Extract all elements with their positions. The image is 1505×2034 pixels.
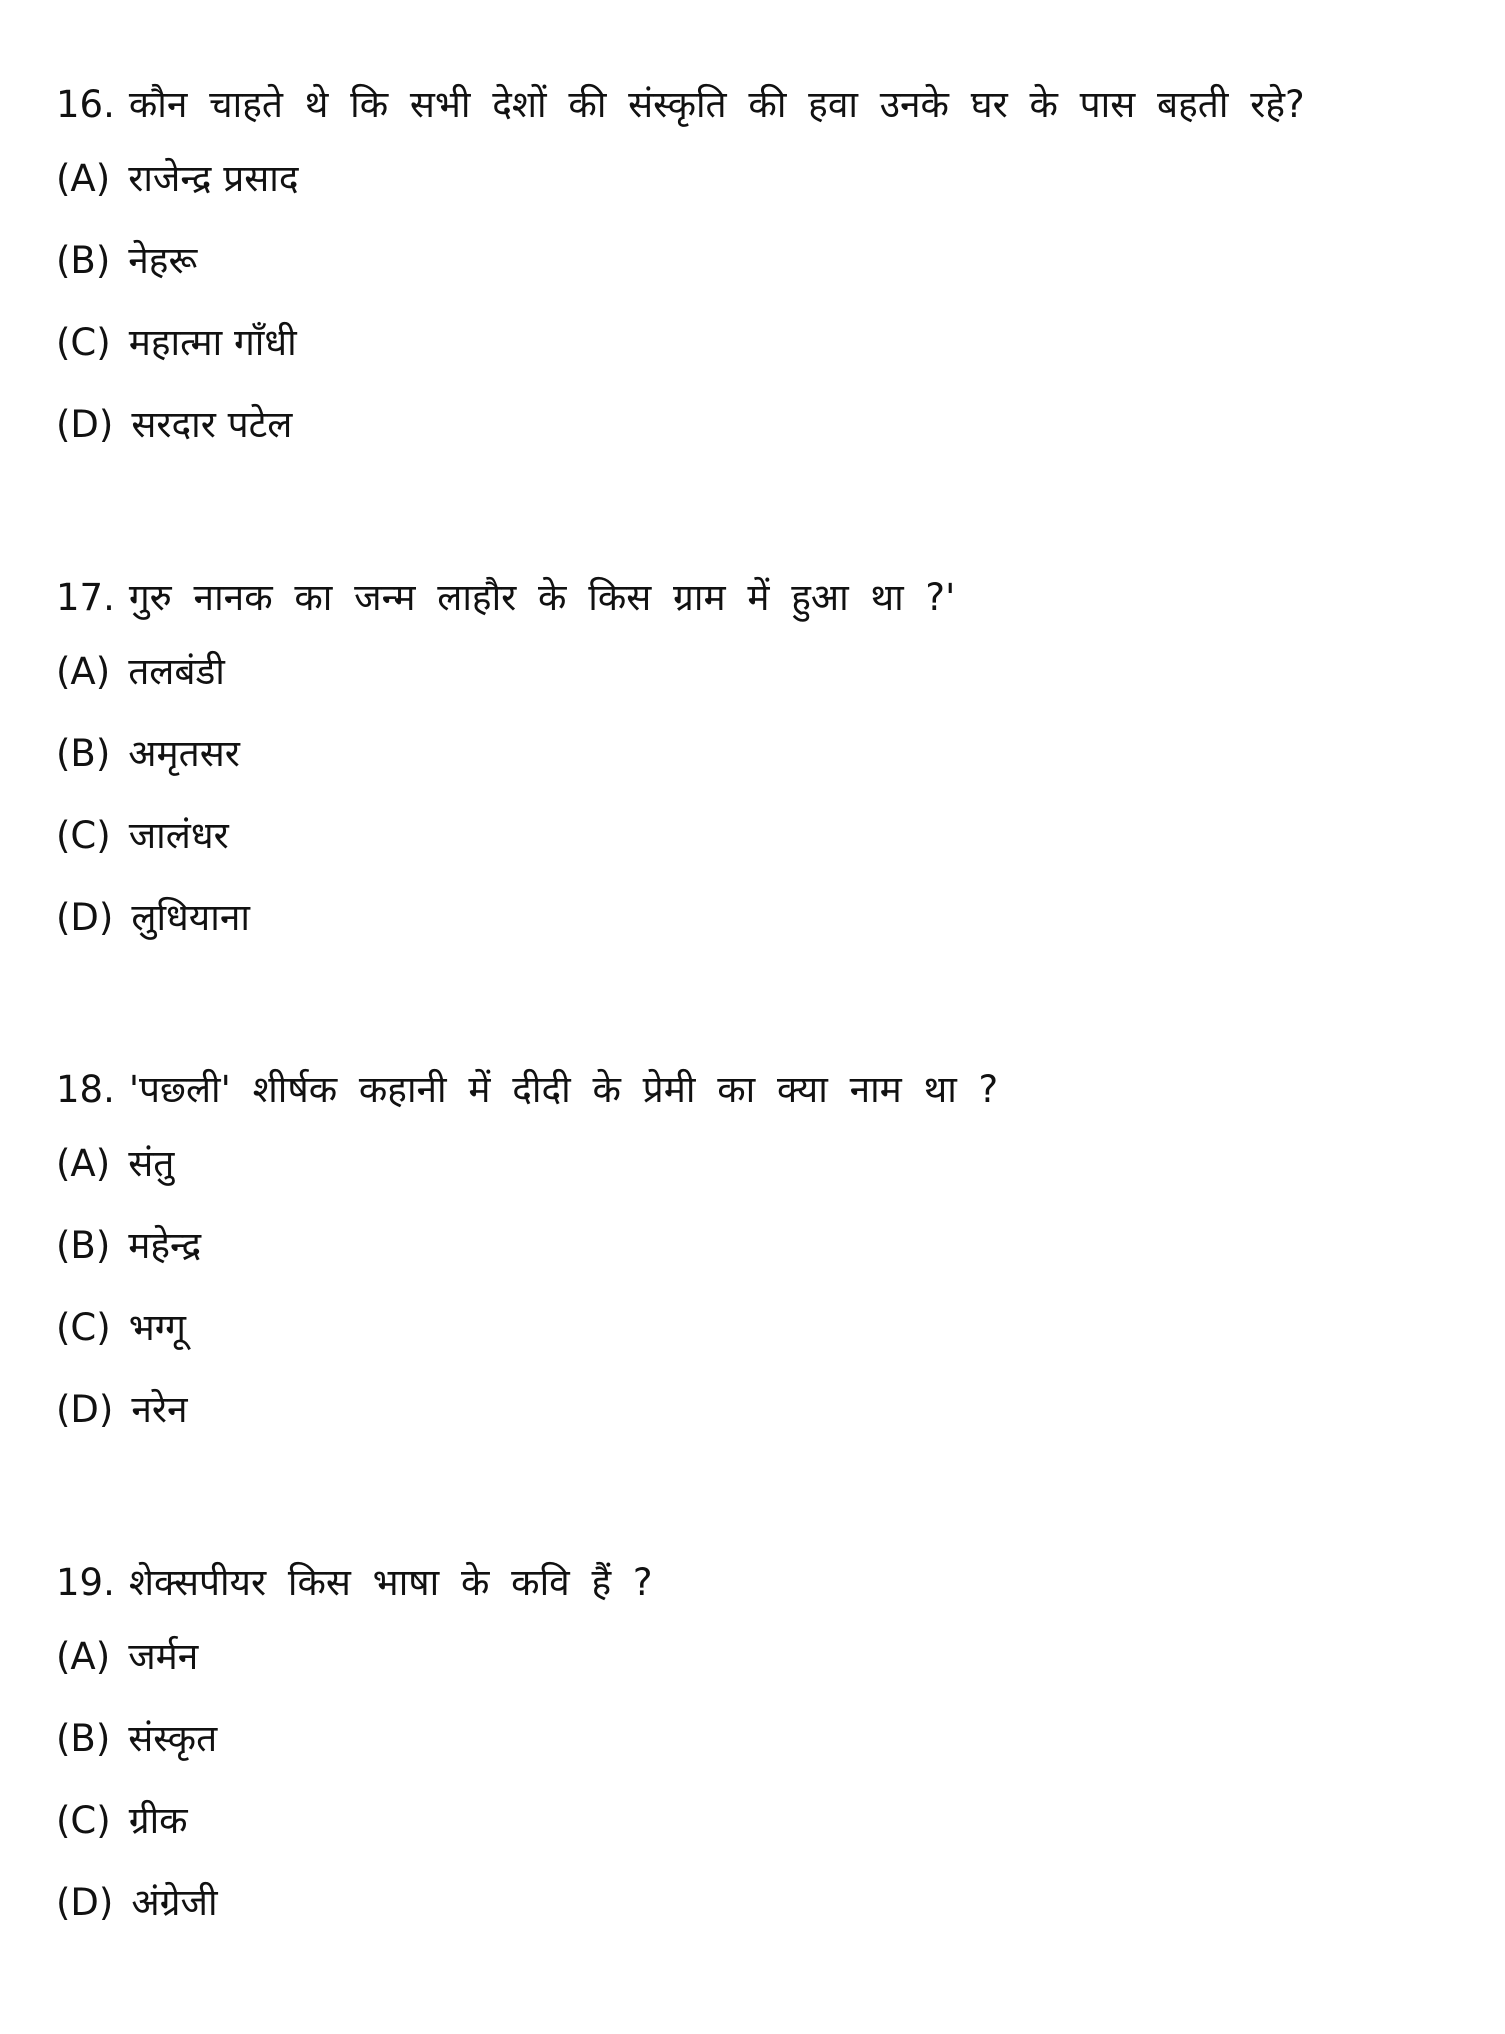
option-letter: (A) [56,1635,111,1678]
option-letter: (B) [56,1717,111,1760]
option-text: नेहरू [128,239,198,282]
option-c [56,1287,1456,1369]
option-letter: (D) [56,403,114,446]
option-text: ग्रीक [128,1799,188,1842]
option-d [56,1369,1456,1451]
option-c [56,795,1456,877]
option-letter: (A) [56,157,111,200]
option-text: सरदार पटेल [131,403,293,446]
question-text-line [56,1057,1456,1123]
question-number: 18. [56,1068,115,1111]
option-text: तलबंडी [128,650,225,693]
question-number: 19. [56,1561,115,1604]
option-letter: (C) [56,1306,111,1349]
option-text: संतु [128,1142,175,1185]
option-a [56,631,1456,713]
option-letter: (D) [56,1388,114,1431]
option-letter: (D) [56,896,114,939]
option-text: जर्मन [128,1635,199,1678]
question-19 [56,1550,1456,1944]
question-text: 'पछ्ली' शीर्षक कहानी में दीदी के प्रेमी का क्या नाम था ? [128,1068,999,1111]
option-c [56,302,1456,384]
option-text: अमृतसर [128,732,240,775]
option-letter: (B) [56,1224,111,1267]
option-b [56,1205,1456,1287]
question-number: 16. [56,83,115,126]
option-text: नरेन [131,1388,188,1431]
question-text-line [56,565,1456,631]
option-text: महात्मा गाँधी [128,321,297,364]
option-c [56,1780,1456,1862]
option-a [56,138,1456,220]
option-b [56,1698,1456,1780]
option-b [56,220,1456,302]
option-letter: (C) [56,814,111,857]
option-letter: (C) [56,321,111,364]
option-a [56,1123,1456,1205]
option-text: अंग्रेजी [131,1881,218,1924]
option-text: लुधियाना [131,896,250,939]
option-text: भग्गू [128,1306,186,1349]
question-text: गुरु नानक का जन्म लाहौर के किस ग्राम में हुआ था ?' [128,576,956,619]
question-18 [56,1057,1456,1451]
question-text: कौन चाहते थे कि सभी देशों की संस्कृति की हवा उनके घर के पास बहती रहे? [128,83,1305,126]
question-text-line [56,72,1456,138]
option-b [56,713,1456,795]
option-text: राजेन्द्र प्रसाद [128,157,299,200]
option-d [56,384,1456,466]
question-text-line [56,1550,1456,1616]
question-16 [56,72,1456,466]
option-letter: (D) [56,1881,114,1924]
question-number: 17. [56,576,115,619]
option-d [56,1862,1456,1944]
option-d [56,877,1456,959]
option-letter: (B) [56,239,111,282]
option-text: संस्कृत [128,1717,218,1760]
option-letter: (C) [56,1799,111,1842]
option-letter: (A) [56,1142,111,1185]
option-text: महेन्द्र [128,1224,202,1267]
option-letter: (B) [56,732,111,775]
question-text: शेक्सपीयर किस भाषा के कवि हैं ? [128,1561,653,1604]
option-letter: (A) [56,650,111,693]
option-a [56,1616,1456,1698]
option-text: जालंधर [128,814,229,857]
question-17 [56,565,1456,959]
